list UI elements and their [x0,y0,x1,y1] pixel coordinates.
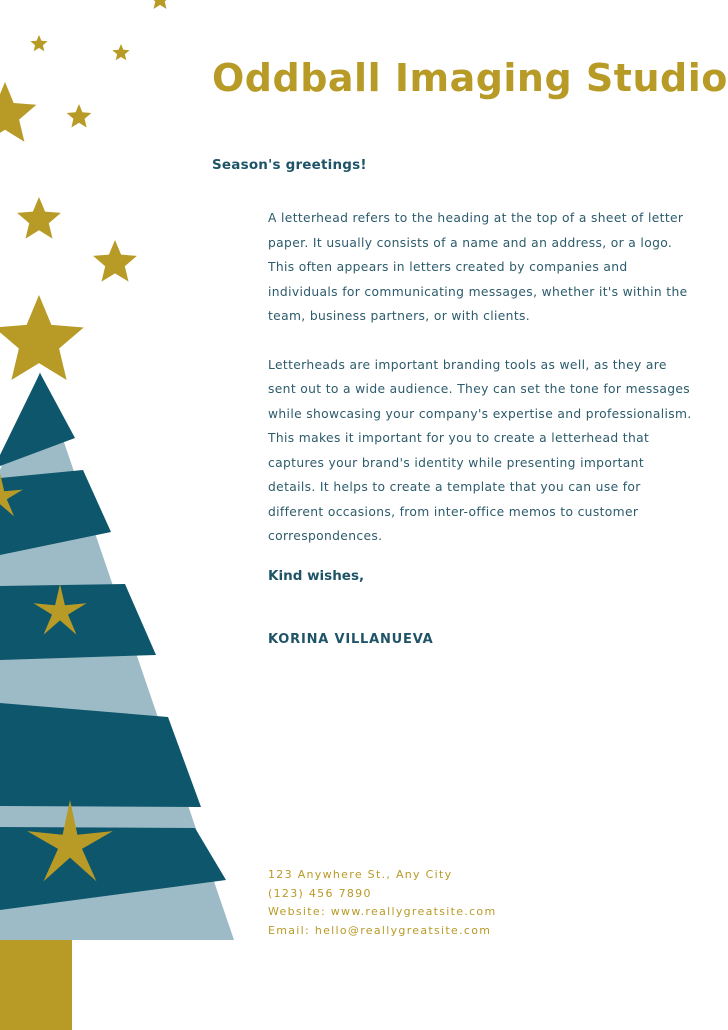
email: Email: hello@reallygreatsite.com [268,924,492,938]
star-icon [93,240,137,282]
paragraph: Letterheads are important branding tools as well, as they are sent out to a wide audience. They can set the tone for messages while showcasing your company's expertise and professionalism. This makes it important for you to create a letterhead that captures your brand's identity while presenting important details. It helps to create a template that you can use for different occasions, from inter-office memos to customer correspondences. [268,357,692,543]
letter-body [268,206,693,573]
star-icon [0,295,84,380]
star-icon [67,104,92,128]
company-title: Oddball Imaging Studio [212,56,728,100]
closing: Kind wishes, [268,568,365,584]
christmas-tree-illustration [0,0,240,1030]
paragraph: A letterhead refers to the heading at the top of a sheet of letter paper. It usually consists of a name and an address, or a logo. This often appears in letters created by companies and individuals for communicating messages, whether it's within the team, business partners, or with clients. [268,211,688,323]
tree-trunk [0,940,72,1030]
website: Website: www.reallygreatsite.com [268,905,497,919]
signature-name: KORINA VILLANUEVA [268,632,434,647]
star-icon [30,35,47,51]
tree-band-3 [0,584,156,660]
contact-footer [268,866,496,941]
greeting: Season's greetings! [212,157,367,173]
star-icon [0,82,36,142]
star-icon [150,0,171,9]
star-icon [112,44,129,60]
address: 123 Anywhere St., Any City [268,868,453,881]
phone: (123) 456 7890 [268,886,372,900]
tree-band-4 [0,703,201,807]
star-icon [17,197,61,239]
